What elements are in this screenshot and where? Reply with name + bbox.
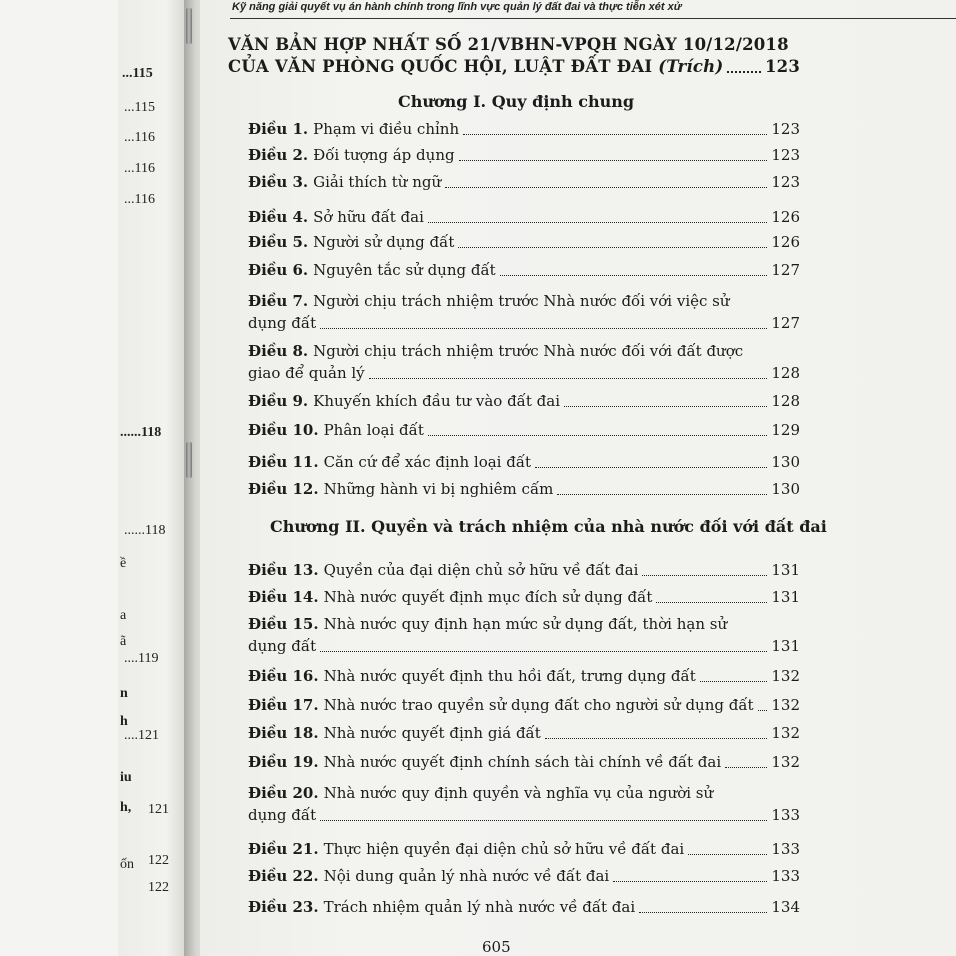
entry-text: Sở hữu đất đai (313, 208, 424, 226)
left-fragment: ề (120, 556, 127, 571)
dot-leader (428, 435, 767, 436)
dot-leader (725, 767, 767, 768)
entry-label: Điều 15. (248, 615, 319, 633)
entry-text: Phạm vi điều chỉnh (313, 120, 460, 138)
dot-leader (656, 602, 767, 603)
left-fragment: iu (120, 770, 132, 785)
toc-entry (248, 290, 800, 334)
entry-page: 126 (771, 233, 800, 251)
entry-page: 133 (771, 867, 800, 885)
dot-leader (320, 328, 767, 329)
entry-page: 129 (771, 421, 800, 439)
entry-label: Điều 21. (248, 840, 319, 858)
title-page: 123 (764, 57, 800, 76)
dot-leader (688, 854, 767, 855)
chapter-1-heading: Chương I. Quy định chung (398, 92, 635, 111)
entry-text-continued: giao để quản lý (248, 364, 365, 382)
toc-entry (248, 586, 800, 608)
entry-label: Điều 14. (248, 588, 319, 606)
entry-text: Thực hiện quyền đại diện chủ sở hữu về đất đai (323, 840, 685, 858)
entry-page: 126 (771, 208, 800, 226)
entry-label: Điều 12. (248, 480, 319, 498)
entry-text: Đối tượng áp dụng (313, 146, 455, 164)
left-fragment: a (120, 608, 127, 623)
entry-text: Người sử dụng đất (313, 233, 455, 251)
toc-entry (248, 478, 800, 500)
entry-page: 132 (771, 667, 800, 685)
left-fragment: ...116 (124, 130, 155, 145)
title-line-2-italic: (Trích) (658, 57, 724, 76)
left-fragment: 121 (148, 802, 169, 817)
dot-leader (642, 575, 767, 576)
left-fragment: ...115 (124, 100, 155, 115)
entry-text: Nhà nước quyết định thu hồi đất, trưng dụng đất (323, 667, 696, 685)
entry-text: Nhà nước quyết định chính sách tài chính về đất đai (323, 753, 722, 771)
dot-leader (758, 710, 768, 711)
staple (186, 8, 192, 44)
entry-page: 132 (771, 753, 800, 771)
entry-text: Giải thích từ ngữ (313, 173, 442, 191)
left-fragment: h, (120, 800, 132, 815)
entry-page: 127 (771, 314, 800, 332)
entry-label: Điều 5. (248, 233, 309, 251)
entry-text: Nội dung quản lý nhà nước về đất đai (323, 867, 610, 885)
dot-leader (545, 738, 768, 739)
left-fragment: 122 (148, 853, 169, 868)
entry-text: Nhà nước quy định quyền và nghĩa vụ của người sử (323, 784, 714, 802)
entry-label: Điều 11. (248, 453, 319, 471)
dot-leader (458, 247, 767, 248)
dot-leader (613, 881, 767, 882)
entry-page: 128 (771, 364, 800, 382)
entry-page: 130 (771, 480, 800, 498)
left-fragment: ...116 (124, 161, 155, 176)
toc-entry (248, 559, 800, 581)
entry-label: Điều 22. (248, 867, 319, 885)
entry-label: Điều 9. (248, 392, 309, 410)
page-number: 605 (482, 938, 511, 956)
toc-entry (248, 231, 800, 253)
entry-page: 132 (771, 724, 800, 742)
entry-page: 131 (771, 637, 800, 655)
entry-label: Điều 19. (248, 753, 319, 771)
entry-text: Nguyên tắc sử dụng đất (313, 261, 496, 279)
toc-entry (248, 259, 800, 281)
dot-leader (727, 56, 761, 73)
toc-entry (248, 171, 800, 193)
right-page (200, 0, 956, 956)
entry-text: Trách nhiệm quản lý nhà nước về đất đai (323, 898, 636, 916)
entry-page: 134 (771, 898, 800, 916)
entry-page: 130 (771, 453, 800, 471)
dot-leader (320, 820, 767, 821)
left-fragment: h (120, 714, 128, 729)
entry-page: 123 (771, 120, 800, 138)
toc-entry (248, 722, 800, 744)
toc-entry (248, 865, 800, 887)
title-line-1 (228, 34, 800, 56)
entry-text: Căn cứ để xác định loại đất (323, 453, 532, 471)
entry-text-continued: dụng đất (248, 637, 317, 655)
left-fragment: ......118 (120, 425, 162, 440)
entry-label: Điều 17. (248, 696, 319, 714)
dot-leader (369, 378, 768, 379)
toc-entry (248, 340, 800, 384)
toc-entry (248, 694, 800, 716)
entry-label: Điều 23. (248, 898, 319, 916)
staple (186, 442, 192, 478)
entry-page: 128 (771, 392, 800, 410)
entry-page: 133 (771, 806, 800, 824)
toc-entry (248, 419, 800, 441)
entry-text: Nhà nước trao quyền sử dụng đất cho người sử dụng đất (323, 696, 754, 714)
left-fragment: ...116 (124, 192, 155, 207)
entry-label: Điều 20. (248, 784, 319, 802)
dot-leader (700, 681, 768, 682)
entry-text: Nhà nước quyết định mục đích sử dụng đất (323, 588, 653, 606)
entry-text: Phân loại đất (323, 421, 424, 439)
entry-label: Điều 18. (248, 724, 319, 742)
dot-leader (320, 651, 767, 652)
entry-text: Nhà nước quy định hạn mức sử dụng đất, thời hạn sử (323, 615, 728, 633)
title-line-2-text: CỦA VĂN PHÒNG QUỐC HỘI, LUẬT ĐẤT ĐAI (228, 57, 653, 76)
left-fragment: 122 (148, 880, 169, 895)
title-line-1-text: VĂN BẢN HỢP NHẤT SỐ 21/VBHN-VPQH NGÀY 10/12/2018 (228, 35, 789, 54)
entry-text: Nhà nước quyết định giá đất (323, 724, 541, 742)
toc-entry (248, 206, 800, 228)
left-fragment: ......118 (124, 523, 166, 538)
background-left (0, 0, 118, 956)
entry-label: Điều 2. (248, 146, 309, 164)
entry-text: Những hành vi bị nghiêm cấm (323, 480, 554, 498)
toc-entry (248, 751, 800, 773)
entry-label: Điều 1. (248, 120, 309, 138)
toc-entry (248, 390, 800, 412)
entry-label: Điều 8. (248, 342, 309, 360)
left-fragment: ã (120, 634, 127, 649)
dot-leader (557, 494, 767, 495)
entry-label: Điều 10. (248, 421, 319, 439)
entry-page: 132 (771, 696, 800, 714)
entry-page: 127 (771, 261, 800, 279)
entry-text-continued: dụng đất (248, 806, 317, 824)
entry-text-continued: dụng đất (248, 314, 317, 332)
toc-entry (248, 144, 800, 166)
entry-text: Người chịu trách nhiệm trước Nhà nước đối với đất được (313, 342, 744, 360)
header-rule (230, 18, 956, 19)
entry-page: 131 (771, 588, 800, 606)
entry-label: Điều 4. (248, 208, 309, 226)
entry-text: Người chịu trách nhiệm trước Nhà nước đối với việc sử (313, 292, 730, 310)
dot-leader (639, 912, 767, 913)
entry-label: Điều 6. (248, 261, 309, 279)
chapter-2-heading: Chương II. Quyền và trách nhiệm của nhà nước đối với đất đai (270, 517, 827, 536)
entry-text: Khuyến khích đầu tư vào đất đai (313, 392, 561, 410)
dot-leader (445, 187, 767, 188)
toc-entry (248, 896, 800, 918)
dot-leader (428, 222, 767, 223)
toc-entry (248, 782, 800, 826)
running-header: Kỹ năng giải quyết vụ án hành chính trong lĩnh vực quản lý đất đai và thực tiễn xét xử (232, 1, 682, 13)
left-fragment: ...115 (122, 66, 153, 81)
left-fragment: ốn (120, 857, 134, 872)
left-fragment: ....121 (124, 728, 159, 743)
document-title (228, 34, 800, 78)
entry-label: Điều 3. (248, 173, 309, 191)
left-fragment: ....119 (124, 651, 159, 666)
entry-page: 133 (771, 840, 800, 858)
title-line-2 (228, 56, 800, 78)
toc-entry (248, 451, 800, 473)
dot-leader (535, 467, 767, 468)
entry-page: 123 (771, 173, 800, 191)
dot-leader (500, 275, 768, 276)
dot-leader (463, 134, 767, 135)
left-fragment: n (120, 686, 128, 701)
toc-entry (248, 838, 800, 860)
toc-entry (248, 613, 800, 657)
toc-entry (248, 118, 800, 140)
entry-label: Điều 7. (248, 292, 309, 310)
entry-label: Điều 16. (248, 667, 319, 685)
dot-leader (459, 160, 768, 161)
toc-entry (248, 665, 800, 687)
entry-text: Quyền của đại diện chủ sở hữu về đất đai (323, 561, 639, 579)
entry-page: 123 (771, 146, 800, 164)
dot-leader (564, 406, 767, 407)
entry-page: 131 (771, 561, 800, 579)
entry-label: Điều 13. (248, 561, 319, 579)
